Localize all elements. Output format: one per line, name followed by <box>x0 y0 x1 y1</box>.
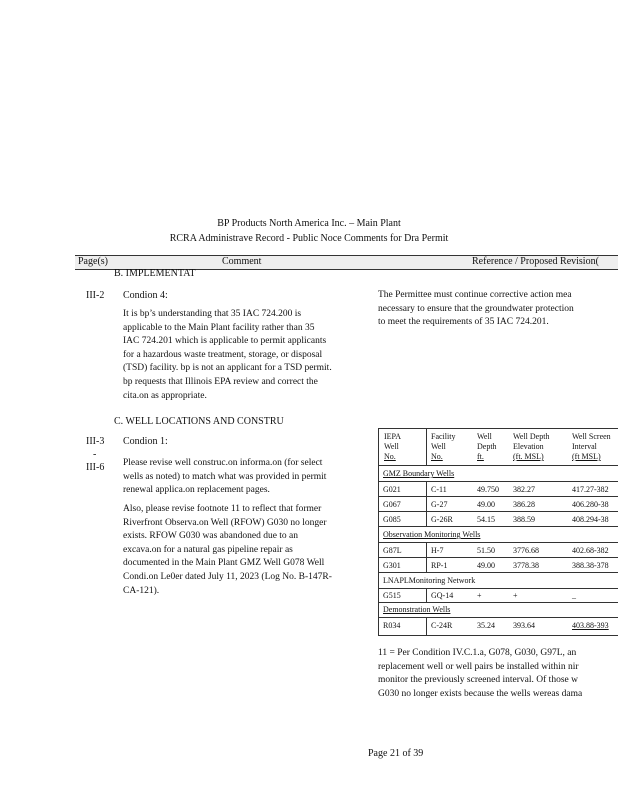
column-page: Page(s) <box>78 256 108 267</box>
comment-line: documented in the Main Plant GMZ Well G078 Well <box>123 558 325 569</box>
section-c-title: C. WELL LOCATIONS AND CONSTRU <box>114 416 284 427</box>
table-cell: 408.294-38 <box>572 515 609 524</box>
response-line: 11 = Per Condition IV.C.1.a, G078, G030, G97L, an <box>378 648 577 658</box>
section-c-paragraph-2 <box>123 503 332 598</box>
header-elevation-1: Well Depth <box>513 432 550 441</box>
table-cell: G515 <box>383 591 401 600</box>
table-cell: 386.28 <box>513 500 535 509</box>
table-cell: 49.00 <box>477 561 495 570</box>
header-depth-1: Well <box>477 432 492 441</box>
section-c-page-end: III-6 <box>86 462 105 473</box>
table-cell: 54.15 <box>477 515 495 524</box>
table-cell: G085 <box>383 515 401 524</box>
section-b-title: B. IMPLEMENTAT <box>114 268 196 279</box>
response-line: necessary to ensure that the groundwater protection <box>378 303 574 314</box>
table-cell: 388.38-378 <box>572 561 609 570</box>
table-cell: G87L <box>383 546 402 555</box>
table-cell: 417.27-382 <box>572 485 609 494</box>
table-cell: C-24R <box>431 621 453 630</box>
header-depth-2: Depth <box>477 442 497 451</box>
table-cell: 49.750 <box>477 485 499 494</box>
section-b-comment <box>123 308 332 403</box>
table-cell: 35.24 <box>477 621 495 630</box>
group-label-demonstration: Demonstration Wells <box>383 605 451 614</box>
comment-line: It is bp’s understanding that 35 IAC 724.200 is <box>123 309 302 319</box>
section-b-page: III-2 <box>86 290 105 301</box>
document-title: BP Products North America Inc. – Main Plant <box>217 218 401 229</box>
table-cell: G-26R <box>431 515 453 524</box>
header-screen-2: Interval <box>572 442 597 451</box>
table-cell: 3778.38 <box>513 561 539 570</box>
header-iepa-3: No. <box>384 452 396 461</box>
comment-line: (TSD) facility. bp is not an applicant for a TSD permit. <box>123 363 332 374</box>
comment-line: CA-121). <box>123 585 160 596</box>
column-reference: Reference / Proposed Revision( <box>472 256 599 267</box>
comment-line: Riverfront Observa.on Well (RFOW) G030 no longer <box>123 517 327 528</box>
comment-line: wells as noted) to match what was provided in permit <box>123 471 327 482</box>
table-cell: + <box>477 591 482 600</box>
header-facility-1: Facility <box>431 432 456 441</box>
table-cell: R034 <box>383 621 401 630</box>
group-label-gmz: GMZ Boundary Wells <box>383 469 455 478</box>
table-cell: 3776.68 <box>513 546 539 555</box>
group-label-lnapl: LNAPLMonitoring Network <box>383 576 476 585</box>
table-cell: G-27 <box>431 500 448 509</box>
table-cell: 406.280-38 <box>572 500 609 509</box>
section-b-response <box>378 289 574 330</box>
response-line: G030 no longer exists because the wells wereas dama <box>378 688 583 699</box>
section-c-page-start: III-3 <box>86 436 105 447</box>
well-table <box>378 428 618 636</box>
table-cell: G067 <box>383 500 401 509</box>
table-cell: C-11 <box>431 485 447 494</box>
column-comment: Comment <box>222 256 262 267</box>
response-line: to meet the requirements of 35 IAC 724.201. <box>378 317 549 328</box>
comment-line: exists. RFOW G030 was abandoned due to an <box>123 531 299 542</box>
comment-line: for a hazardous waste treatment, storage, or disposal <box>123 349 323 360</box>
section-c-page-dash: - <box>93 449 97 460</box>
group-label-observation: Observation Monitoring Wells <box>383 530 481 539</box>
section-c-response <box>378 647 582 701</box>
comment-line: bp requests that Illinois EPA review and correct the <box>123 376 318 387</box>
table-cell: 382.27 <box>513 485 535 494</box>
header-elevation-3: (ft. MSL) <box>513 452 544 461</box>
header-iepa-1: IEPA <box>384 432 402 441</box>
section-c-condition: Condion 1: <box>123 436 168 447</box>
page-number: Page 21 of 39 <box>368 748 424 759</box>
table-cell: 49.00 <box>477 500 495 509</box>
header-depth-3: ft. <box>477 452 484 461</box>
table-cell: 388.59 <box>513 515 535 524</box>
comment-line: Please revise well construc.on informa.on (for select <box>123 458 323 468</box>
table-cell: 51.50 <box>477 546 495 555</box>
table-cell: G301 <box>383 561 401 570</box>
header-screen-1: Well Screen <box>572 432 611 441</box>
header-iepa-2: Well <box>384 442 399 451</box>
table-cell: RP-1 <box>431 561 448 570</box>
header-elevation-2: Elevation <box>513 442 544 451</box>
table-cell: + <box>513 591 518 600</box>
comment-line: applicable to the Main Plant facility rather than 35 <box>123 322 315 333</box>
header-facility-2: Well <box>431 442 446 451</box>
header-screen-3: (ft MSL) <box>572 452 601 461</box>
response-line: monitor the previously screened interval. Of those w <box>378 675 578 686</box>
comment-line: excava.on for a natural gas pipeline repair as <box>123 544 293 555</box>
table-cell: _ <box>572 591 576 600</box>
table-cell: 402.68-382 <box>572 546 609 555</box>
table-cell: GQ-14 <box>431 591 454 600</box>
response-line: The Permittee must continue corrective action mea <box>378 290 572 300</box>
table-cell: G021 <box>383 485 401 494</box>
response-line: replacement well or well pairs be installed within nir <box>378 661 579 672</box>
comment-line: IAC 724.201 which is applicable to permit applicants <box>123 336 327 347</box>
document-subtitle: RCRA Administrave Record - Public Noce Comments for Dra Permit <box>169 233 449 244</box>
comment-line: Also, please revise footnote 11 to reflect that former <box>123 504 322 514</box>
table-cell: 403.88-393 <box>572 621 609 630</box>
section-b-condition: Condion 4: <box>123 290 168 301</box>
comment-line: renewal applica.on replacement pages. <box>123 485 270 496</box>
header-facility-3: No. <box>431 452 443 461</box>
section-c-paragraph-1 <box>123 457 326 498</box>
table-cell: H-7 <box>431 546 444 555</box>
table-cell: 393.64 <box>513 621 535 630</box>
comment-line: Condi.on Le0er dated July 11, 2023 (Log No. B-147R- <box>123 571 332 582</box>
comment-line: cita.on as appropriate. <box>123 390 207 401</box>
